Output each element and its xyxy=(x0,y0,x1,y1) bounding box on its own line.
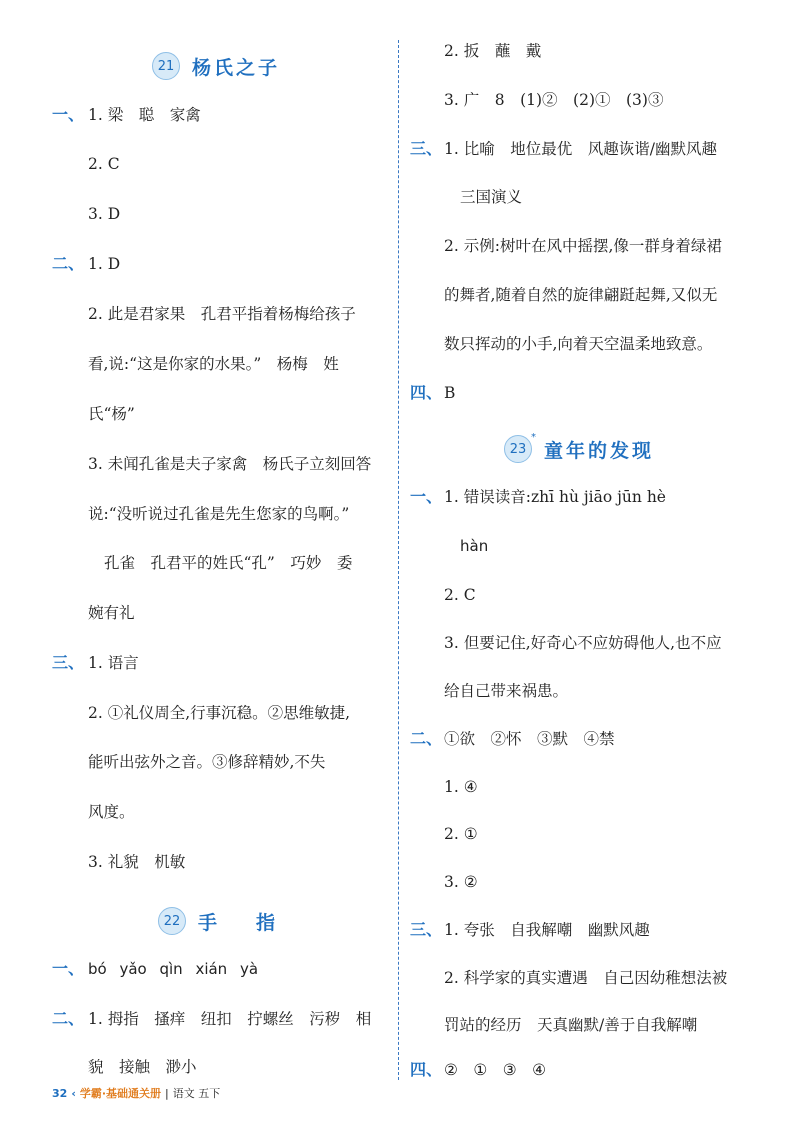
column-divider xyxy=(398,40,399,1080)
answer-line: 婉有礼 xyxy=(88,604,135,622)
answer-line: 3. 但要记住,好奇心不应妨碍他人,也不应 xyxy=(444,634,722,652)
section-label: 三、 xyxy=(410,920,443,939)
section-label: 一、 xyxy=(52,105,85,124)
answer-line: 罚站的经历 天真幽默/善于自我解嘲 xyxy=(444,1016,698,1034)
answer-line: 2. 科学家的真实遭遇 自己因幼稚想法被 xyxy=(444,969,728,987)
page-footer xyxy=(52,1085,220,1101)
answer-line: 氏“杨” xyxy=(88,405,135,423)
section-label: 三、 xyxy=(410,139,443,158)
answer-line: 3. 礼貌 机敏 xyxy=(88,853,186,871)
section-label: 二、 xyxy=(52,1009,85,1028)
answer-line: 看,说:“这是你家的水果。” 杨梅 姓 xyxy=(88,355,339,373)
answer-line: 貌 接触 渺小 xyxy=(88,1058,197,1076)
answer-line: 3. 未闻孔雀是夫子家禽 杨氏子立刻回答 xyxy=(88,455,372,473)
section-label: 一、 xyxy=(410,487,443,506)
answer-line: 三国演义 xyxy=(460,188,523,206)
answer-line: 能听出弦外之音。③修辞精妙,不失 xyxy=(88,753,326,771)
answer-line: 1. ④ xyxy=(444,778,478,796)
answer-line: 给自己带来祸患。 xyxy=(444,682,569,700)
answer-line: 1. 错误读音:zhī hù jiāo jūn hè xyxy=(444,488,666,506)
answer-line: 2. C xyxy=(444,586,476,604)
answer-line: 1. 夸张 自我解嘲 幽默风趣 xyxy=(444,921,650,939)
answer-line: 2. C xyxy=(88,155,120,173)
page-number: 32 xyxy=(52,1086,68,1100)
answer-line: 2. 扳 蘸 戴 xyxy=(444,42,542,60)
pinyin-line: hàn xyxy=(460,537,489,555)
answer-line: 1. 语言 xyxy=(88,654,139,672)
lesson-22-title xyxy=(158,907,285,935)
answer-line: 2. 示例:树叶在风中摇摆,像一群身着绿裙 xyxy=(444,237,722,255)
pinyin-line: bó yǎo qìn xián yà xyxy=(88,960,259,978)
section-label: 二、 xyxy=(52,254,85,273)
lesson-number-badge: 21 xyxy=(152,52,180,80)
lesson-title-text: 手 指 xyxy=(198,911,286,934)
book-title: 学霸·基础通关册 xyxy=(79,1087,162,1100)
lesson-title-text: 童年的发现 xyxy=(544,439,655,462)
answer-line: B xyxy=(444,384,456,402)
answer-line: 1. 拇指 搔痒 纽扣 拧螺丝 污秽 相 xyxy=(88,1010,372,1028)
answer-line: 2. 此是君家果 孔君平指着杨梅给孩子 xyxy=(88,305,356,323)
lesson-title-text: 杨氏之子 xyxy=(192,56,281,79)
lesson-23-title xyxy=(504,432,655,463)
answer-line: 说:“没听说过孔雀是先生您家的鸟啊。” xyxy=(88,505,350,523)
answer-line: 3. 广 8 (1)② (2)① (3)③ xyxy=(444,91,664,109)
answer-line: 的舞者,随着自然的旋律翩跹起舞,又似无 xyxy=(444,286,718,304)
answer-line: ①欲 ②怀 ③默 ④禁 xyxy=(444,730,615,748)
lesson-number-badge: 23 * xyxy=(504,435,532,463)
answer-line: 1. 梁 聪 家禽 xyxy=(88,106,201,124)
lesson-21-title xyxy=(152,52,280,80)
answer-line: 3. D xyxy=(88,205,121,223)
answer-line: ② ① ③ ④ xyxy=(444,1061,547,1079)
section-label: 二、 xyxy=(410,729,443,748)
answer-line: 1. D xyxy=(88,255,121,273)
chevron-left-icon: ‹ xyxy=(71,1086,76,1100)
answer-line: 3. ② xyxy=(444,873,478,891)
section-label: 一、 xyxy=(52,959,85,978)
footer-separator: | xyxy=(165,1086,169,1100)
section-label: 四、 xyxy=(410,1060,443,1079)
answer-line: 孔雀 孔君平的姓氏“孔” 巧妙 委 xyxy=(104,554,353,572)
answer-line: 1. 比喻 地位最优 风趣诙谐/幽默风趣 xyxy=(444,140,717,158)
lesson-number-badge: 22 xyxy=(158,907,186,935)
section-label: 三、 xyxy=(52,653,85,672)
section-label: 四、 xyxy=(410,383,443,402)
answer-line: 2. ① xyxy=(444,825,478,843)
answer-line: 数只挥动的小手,向着天空温柔地致意。 xyxy=(444,335,713,353)
answer-line: 2. ①礼仪周全,行事沉稳。②思维敏捷, xyxy=(88,704,351,722)
subject-label: 语文 五下 xyxy=(172,1087,221,1100)
answer-line: 风度。 xyxy=(88,803,135,821)
